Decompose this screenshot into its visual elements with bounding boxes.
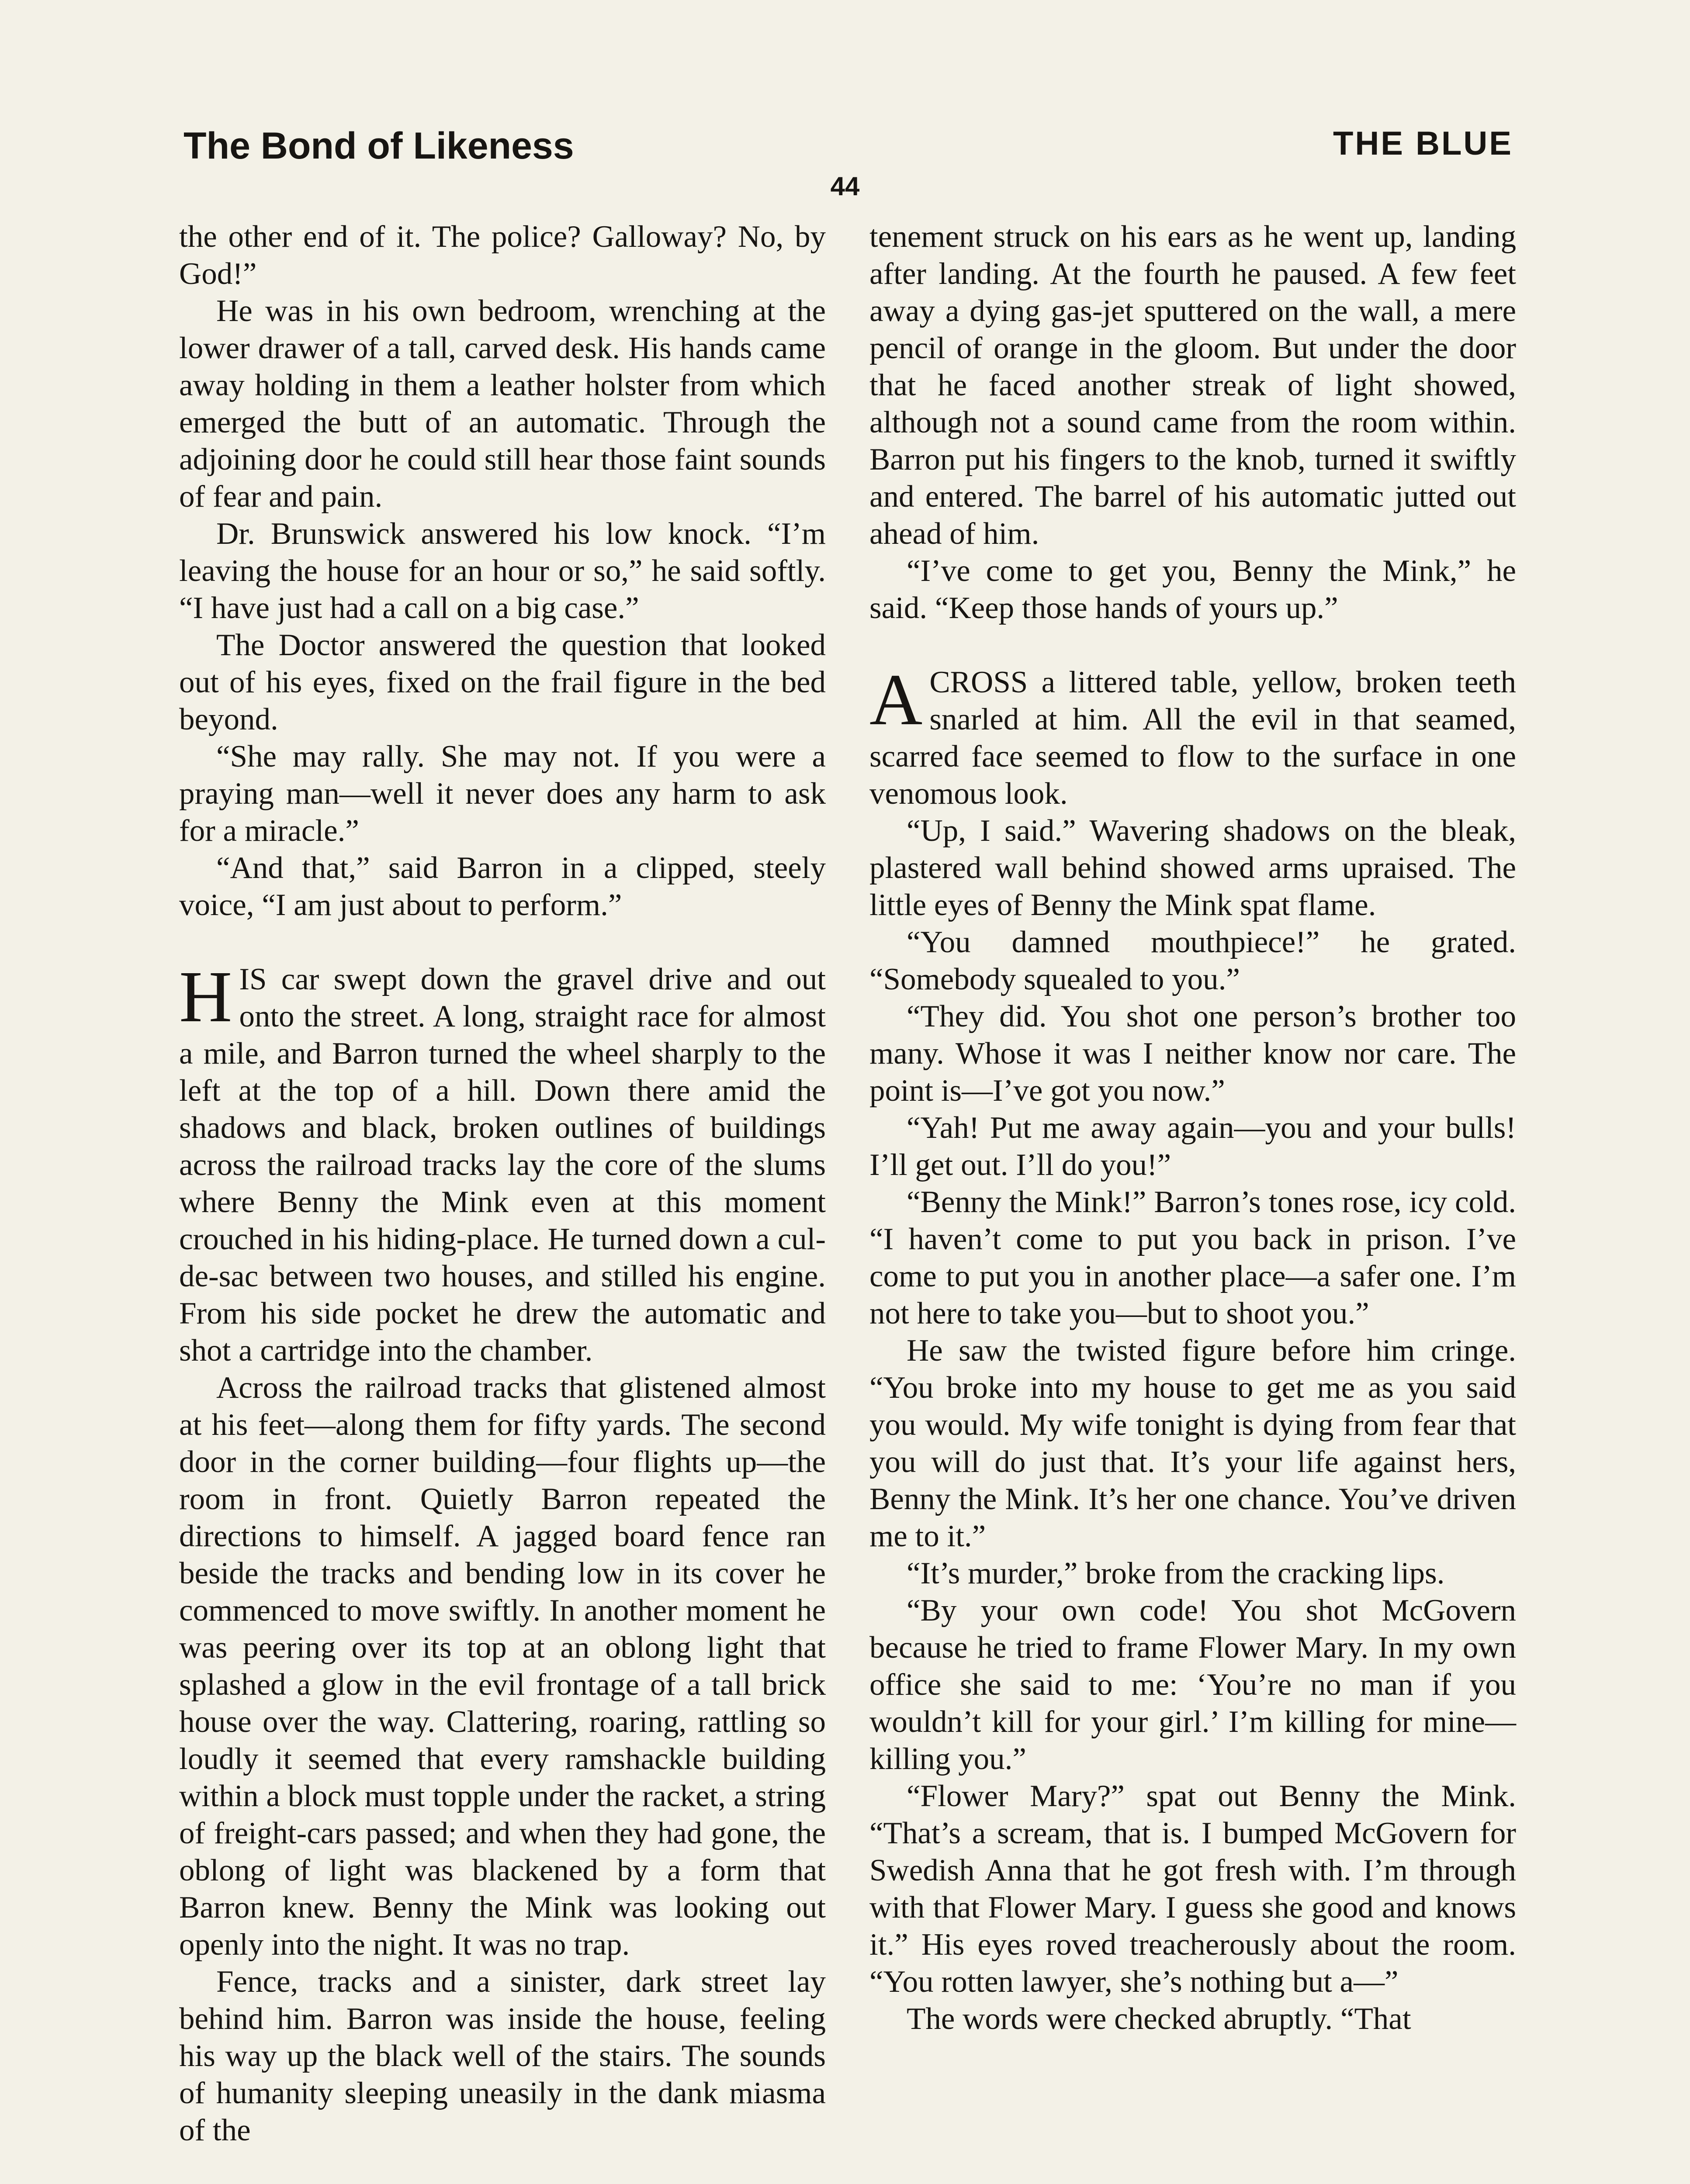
- paragraph: Fence, tracks and a sinister, dark street lay behind him. Barron was inside the house, feeling his way up the black well of the stairs. The sounds of humanity sleeping uneasily in the dank miasma of the: [179, 1965, 826, 2147]
- paragraph: “And that,” said Barron in a clipped, steely voice, “I am just about to perform.”: [179, 851, 826, 922]
- paragraph: “Yah! Put me away again—you and your bulls! I’ll get out. I’ll do you!”: [869, 1111, 1516, 1182]
- left-column: [179, 218, 826, 2149]
- paragraph-text: CROSS a littered table, yellow, broken teeth snarled at him. All the evil in that seamed, scarred face seemed to flow to the surface in one venomous look.: [869, 665, 1516, 811]
- paragraph: He was in his own bedroom, wrenching at the lower drawer of a tall, carved desk. His hands came away holding in them a leather holster from which emerged the butt of an automatic. Through the adjoining door he could still hear those faint sounds of fear and pain.: [179, 294, 826, 514]
- paragraph: “Flower Mary?” spat out Benny the Mink. “That’s a scream, that is. I bumped McGovern for Swedish Anna that he got fresh with. I’m through with that Flower Mary. I guess she good and knows it.” His eyes roved treacherously about the room. “You rotten lawyer, she’s nothing but a—”: [869, 1779, 1516, 1999]
- paragraph: The Doctor answered the question that looked out of his eyes, fixed on the frail figure in the bed beyond.: [179, 628, 826, 736]
- paragraph: “Up, I said.” Wavering shadows on the bleak, plastered wall behind showed arms upraised. The little eyes of Benny the Mink spat flame.: [869, 814, 1516, 922]
- magazine-name: THE BLUE: [1333, 125, 1513, 162]
- paragraph: “They did. You shot one person’s brother too many. Whose it was I neither know nor care. The point is—I’ve got you now.”: [869, 999, 1516, 1108]
- paragraph: the other end of it. The police? Galloway? No, by God!”: [179, 220, 826, 291]
- drop-cap: A: [869, 659, 923, 740]
- section-paragraph: [179, 956, 826, 1369]
- paragraph: Across the railroad tracks that glistened almost at his feet—along them for fifty yards. The second door in the corner building—four flights up—the room in front. Quietly Barron repeated the directions to himself. A jagged board fence ran beside the tracks and bending low in its cover he commenced to move swiftly. In another moment he was peering over its top at an oblong light that splashed a glow in the evil frontage of a tall brick house over the way. Clattering, roaring, rattling so loudly it seemed that every ramshackle building within a block must topple under the racket, a string of freight-cars passed; and when they had gone, the oblong of light was blackened by a form that Barron knew. Benny the Mink was looking out openly into the night. It was no trap.: [179, 1371, 826, 1962]
- paragraph: “It’s murder,” broke from the cracking lips.: [907, 1556, 1445, 1590]
- paragraph-text: IS car swept down the gravel drive and out onto the street. A long, straight race for almost a mile, and Barron turned the wheel sharply to the left at the top of a hill. Down there amid the shadows and black, broken outlines of buildings across the railroad tracks lay the core of the slums where Benny the Mink even at this moment crouched in his hiding-place. He turned down a cul-de-sac between two houses, and stilled his engine. From his side pocket he drew the automatic and shot a cartridge into the chamber.: [179, 962, 826, 1368]
- page-number: 44: [830, 172, 860, 201]
- paragraph: “By your own code! You shot McGovern because he tried to frame Flower Mary. In my own office she said to me: ‘You’re no man if you wouldn’t kill for your girl.’ I’m killing for mine—killing you.”: [869, 1593, 1516, 1776]
- paragraph: Dr. Brunswick answered his low knock. “I’m leaving the house for an hour or so,” he said softly. “I have just had a call on a big case.”: [179, 517, 826, 625]
- paragraph: “I’ve come to get you, Benny the Mink,” he said. “Keep those hands of yours up.”: [869, 554, 1516, 625]
- paragraph: “Benny the Mink!” Barron’s tones rose, icy cold. “I haven’t come to put you back in prison. I’ve come to put you in another place—a safer one. I’m not here to take you—but to shoot you.”: [869, 1185, 1516, 1330]
- drop-cap: H: [179, 956, 232, 1037]
- right-column: [869, 218, 1516, 2038]
- paragraph: tenement struck on his ears as he went up, landing after landing. At the fourth he paused. A few feet away a dying gas-jet sputtered on the wall, a mere pencil of orange in the gloom. But under the door that he faced another streak of light showed, although not a sound came from the room within. Barron put his fingers to the knob, turned it swiftly and entered. The barrel of his automatic jutted out ahead of him.: [869, 220, 1516, 551]
- story-title: The Bond of Likeness: [184, 125, 574, 167]
- paragraph: “She may rally. She may not. If you were a praying man—well it never does any harm to ask for a miracle.”: [179, 740, 826, 848]
- paragraph: “You damned mouthpiece!” he grated. “Somebody squealed to you.”: [869, 925, 1516, 996]
- section-paragraph: [869, 659, 1516, 812]
- paragraph: The words were checked abruptly. “That: [907, 2002, 1411, 2036]
- paragraph: He saw the twisted figure before him cringe. “You broke into my house to get me as you said you would. My wife tonight is dying from fear that you will do just that. It’s your life against hers, Benny the Mink. It’s her one chance. You’ve driven me to it.”: [869, 1334, 1516, 1553]
